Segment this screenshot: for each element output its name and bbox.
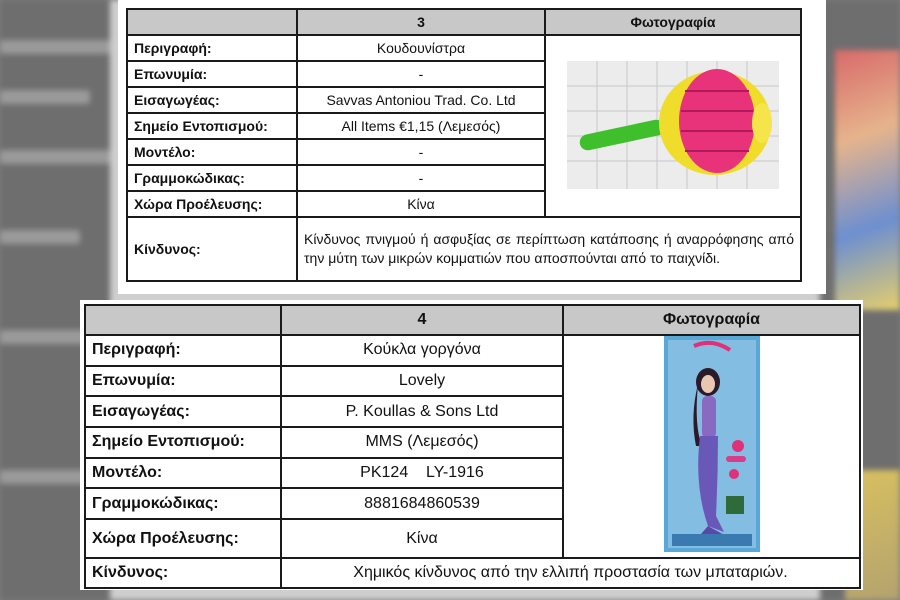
importer-value: Savvas Antoniou Trad. Co. Ltd	[297, 87, 545, 113]
description-value: Κούκλα γοργόνα	[281, 335, 563, 366]
model-value: -	[297, 139, 545, 165]
brand-value: -	[297, 61, 545, 87]
photo-header: Φωτογραφία	[563, 305, 860, 335]
brand-label: Επωνυμία:	[85, 366, 281, 397]
model-label: Μοντέλο:	[85, 458, 281, 489]
location-value: MMS (Λεμεσός)	[281, 427, 563, 458]
barcode-value: 8881684860539	[281, 488, 563, 519]
mermaid-doll-photo	[664, 336, 760, 552]
product-4-table	[84, 304, 861, 589]
risk-label: Κίνδυνος:	[85, 558, 281, 588]
origin-value: Κίνα	[297, 191, 545, 217]
description-label: Περιγραφή:	[85, 335, 281, 366]
description-label: Περιγραφή:	[127, 35, 297, 61]
brand-label: Επωνυμία:	[127, 61, 297, 87]
barcode-value: -	[297, 165, 545, 191]
risk-label: Κίνδυνος:	[127, 217, 297, 281]
product-3-table	[126, 8, 802, 282]
product-4-card	[80, 300, 863, 590]
origin-label: Χώρα Προέλευσης:	[127, 191, 297, 217]
location-value: All Items €1,15 (Λεμεσός)	[297, 113, 545, 139]
risk-value: Χημικός κίνδυνος από την ελλιπή προστασία των μπαταριών.	[281, 558, 860, 588]
location-label: Σημείο Εντοπισμού:	[85, 427, 281, 458]
brand-value: Lovely	[281, 366, 563, 397]
origin-value: Κίνα	[281, 519, 563, 558]
product-3-card	[118, 0, 826, 294]
rattle-photo	[567, 61, 779, 189]
model-value: PK124 LY-1916	[281, 458, 563, 489]
header-empty-cell	[85, 305, 281, 335]
origin-label: Χώρα Προέλευσης:	[85, 519, 281, 558]
product-number: 4	[281, 305, 563, 335]
importer-label: Εισαγωγέας:	[85, 396, 281, 427]
importer-value: P. Koullas & Sons Ltd	[281, 396, 563, 427]
barcode-label: Γραμμοκώδικας:	[85, 488, 281, 519]
risk-value: Κίνδυνος πνιγμού ή ασφυξίας σε περίπτωση κατάποσης ή αναρρόφησης από την μύτη των μικρών κομματιών που αποσπούνται από το παιχνίδι.	[297, 217, 801, 281]
location-label: Σημείο Εντοπισμού:	[127, 113, 297, 139]
product-photo-cell	[545, 35, 801, 217]
description-value: Κουδουνίστρα	[297, 35, 545, 61]
barcode-label: Γραμμοκώδικας:	[127, 165, 297, 191]
photo-header: Φωτογραφία	[545, 9, 801, 35]
importer-label: Εισαγωγέας:	[127, 87, 297, 113]
product-number: 3	[297, 9, 545, 35]
product-photo-cell	[563, 335, 860, 558]
header-empty-cell	[127, 9, 297, 35]
model-label: Μοντέλο:	[127, 139, 297, 165]
